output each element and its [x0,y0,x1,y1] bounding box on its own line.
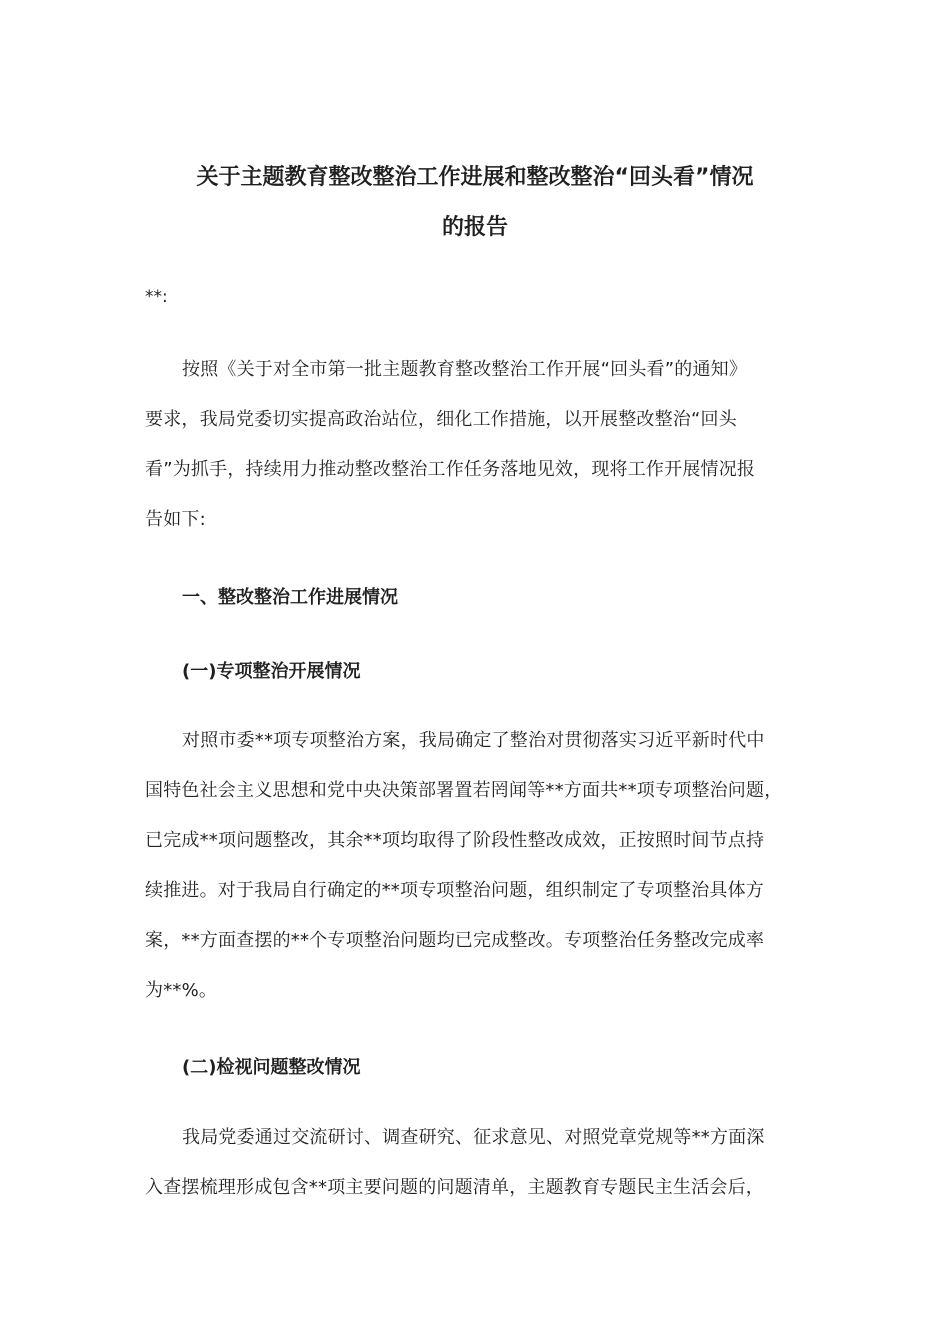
paragraph-line: 已完成**项问题整改，其余**项均取得了阶段性整改成效，正按照时间节点持 [145,830,765,851]
report-title-line-2: 的报告 [441,215,508,240]
intro-line: 看”为抓手，持续用力推动整改整治工作任务落地见效，现将工作开展情况报 [145,459,756,480]
paragraph-line: 对照市委**项专项整治方案，我局确定了整治对贯彻落实习近平新时代中 [182,730,765,751]
salutation: **: [145,287,168,307]
report-title-line-1: 关于主题教育整改整治工作进展和整改整治“回头看”情况 [196,165,754,190]
paragraph-line: 国特色社会主义思想和党中央决策部署置若罔闻等**方面共**项专项整治问题， [145,780,783,801]
paragraph-line: 续推进。对于我局自行确定的**项专项整治问题，组织制定了专项整治具体方 [145,880,764,901]
subsection-1-heading: (一)专项整治开展情况 [182,661,361,682]
paragraph-line: 我局党委通过交流研讨、调查研究、征求意见、对照党章党规等**方面深 [182,1127,765,1148]
subsection-2-paragraph [145,1113,810,1213]
subsection-1-paragraph [145,716,810,1016]
paragraph-line: 案，**方面查摆的**个专项整治问题均已完成整改。专项整治任务整改完成率 [145,930,765,951]
section-1-heading: 一、整改整治工作进展情况 [182,587,398,608]
paragraph-line: 入查摆梳理形成包含**项主要问题的问题清单，主题教育专题民主生活会后， [145,1177,764,1198]
intro-paragraph [145,345,810,545]
intro-line: 告如下: [145,509,206,530]
intro-line: 要求，我局党委切实提高政治站位，细化工作措施，以开展整改整治“回头 [145,409,737,430]
intro-line: 按照《关于对全市第一批主题教育整改整治工作开展“回头看”的通知》 [182,359,748,380]
subsection-2-heading: (二)检视问题整改情况 [182,1057,361,1078]
paragraph-line: 为**%。 [145,980,218,1001]
